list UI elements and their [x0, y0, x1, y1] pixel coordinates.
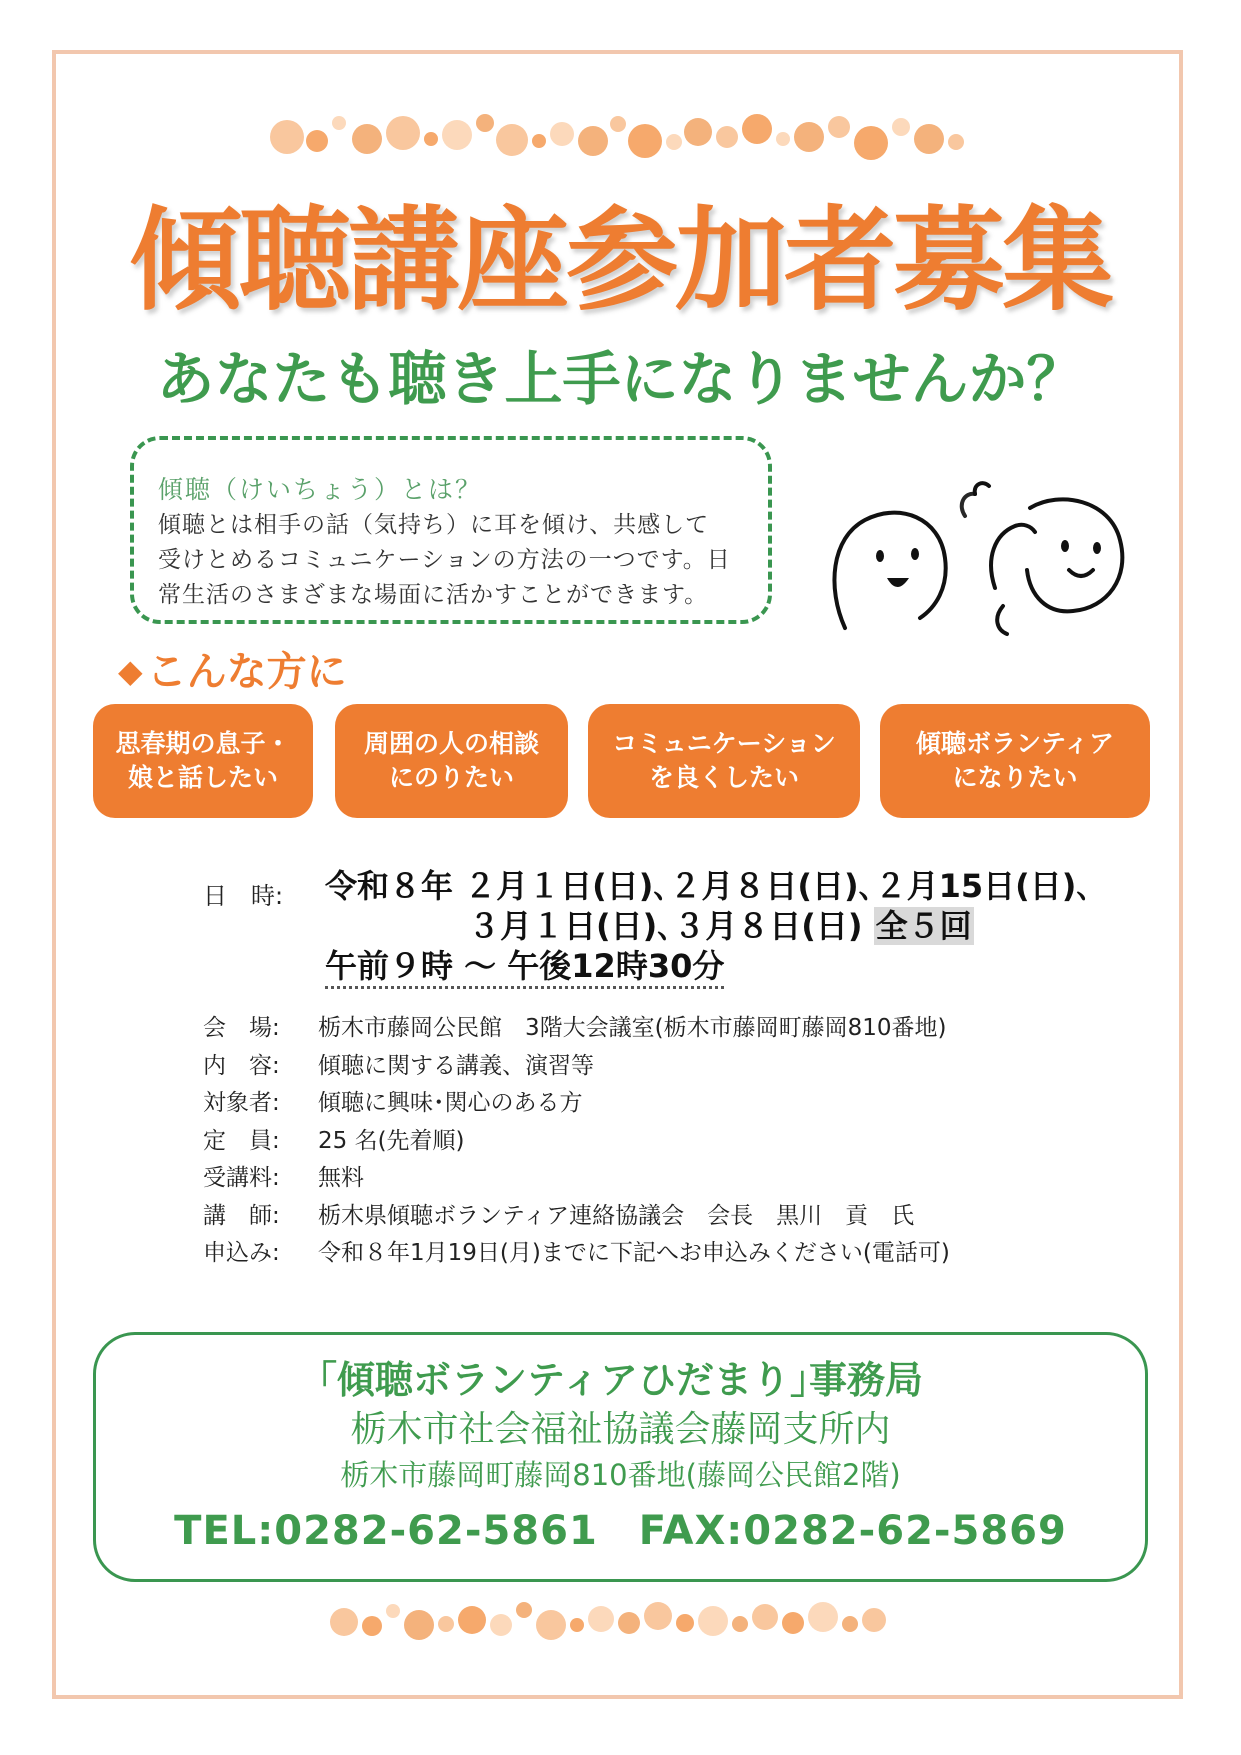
detail-label: 内 容:: [203, 1053, 280, 1079]
decorative-dot: [828, 116, 850, 138]
decorative-dot: [536, 1610, 566, 1640]
decorative-dot: [550, 122, 574, 146]
intro-line: 常生活のさまざまな場面に活かすことができます。: [158, 582, 709, 608]
decorative-dot: [666, 134, 682, 150]
detail-label: 定 員:: [203, 1128, 280, 1154]
detail-value: 傾聴に興味･関心のある方: [318, 1090, 583, 1116]
decorative-dot: [808, 1602, 838, 1632]
decorative-dot: [570, 1618, 584, 1632]
detail-label: 申込み:: [203, 1240, 280, 1266]
decorative-dot: [862, 1608, 886, 1632]
target-item-consultation: 周囲の人の相談 にのりたい: [335, 704, 568, 818]
decorative-dot: [332, 116, 346, 130]
decorative-dot: [424, 132, 438, 146]
session-count-badge: 全５回: [875, 907, 972, 945]
decorative-dot: [458, 1606, 486, 1634]
decorative-dots-bottom: [330, 1600, 890, 1646]
decorative-dot: [362, 1616, 382, 1636]
decorative-dot: [610, 116, 626, 132]
schedule-time: 午前９時 ～ 午後12時30分: [325, 946, 724, 989]
decorative-dot: [306, 130, 328, 152]
intro-line: 受けとめるコミュニケーションの方法の一つです。日: [158, 547, 731, 573]
schedule-label: 日 時:: [203, 882, 284, 910]
decorative-dot: [588, 1606, 614, 1632]
target-item-volunteer: 傾聴ボランティア になりたい: [880, 704, 1150, 818]
decorative-dot: [352, 124, 382, 154]
contact-phone-fax: TEL:0282-62-5861 FAX:0282-62-5869: [174, 1508, 1067, 1554]
target-item-parent-teen: 思春期の息子・ 娘と話したい: [93, 704, 313, 818]
intro-body: [158, 508, 758, 613]
decorative-dot: [644, 1602, 672, 1630]
decorative-dot: [618, 1612, 640, 1634]
decorative-dot: [716, 126, 738, 148]
decorative-dot: [386, 116, 420, 150]
decorative-dot: [628, 124, 662, 158]
decorative-dot: [892, 118, 910, 136]
decorative-dot: [676, 1614, 694, 1632]
two-smiling-characters-illustration: [825, 478, 1135, 638]
detail-label: 講 師:: [203, 1203, 280, 1229]
decorative-dot: [732, 1616, 748, 1632]
decorative-dot: [782, 1612, 804, 1634]
decorative-dot: [330, 1608, 358, 1636]
decorative-dot: [752, 1604, 778, 1630]
page-title: 傾聴講座参加者募集: [130, 196, 1111, 326]
contact-organization: ｢傾聴ボランティアひだまり｣事務局: [318, 1358, 923, 1402]
detail-value: 25 名(先着順): [318, 1128, 465, 1154]
intro-heading: 傾聴（けいちょう）とは？: [158, 475, 483, 504]
contact-office: 栃木市社会福祉協議会藤岡支所内: [350, 1409, 891, 1450]
detail-value: 栃木市藤岡公民館 3階大会議室(栃木市藤岡町藤岡810番地): [318, 1015, 947, 1041]
decorative-dot: [496, 124, 528, 156]
detail-value: 栃木県傾聴ボランティア連絡協議会 会長 黒川 貢 氏: [318, 1203, 915, 1229]
detail-value: 傾聴に関する講義、演習等: [318, 1053, 594, 1079]
decorative-dot: [948, 134, 964, 150]
decorative-dot: [684, 118, 712, 146]
decorative-dot: [386, 1604, 400, 1618]
schedule-dates-line1: 令和８年 ２月１日(日)､２月８日(日)､２月15日(日)､: [325, 867, 1093, 905]
target-item-communication: コミュニケーション を良くしたい: [588, 704, 860, 818]
decorative-dot: [698, 1606, 728, 1636]
detail-value: 令和８年1月19日(月)までに下記へお申込みください(電話可): [318, 1240, 950, 1266]
diamond-marker-icon: ◆: [118, 652, 143, 690]
detail-value: 無料: [318, 1165, 364, 1191]
page-subtitle: あなたも聴き上手になりませんか？: [156, 345, 1085, 413]
schedule-dates-march: ３月１日(日)､３月８日(日): [468, 907, 863, 945]
decorative-dots-top: [270, 112, 970, 164]
decorative-dot: [794, 122, 824, 152]
decorative-dot: [854, 126, 888, 160]
decorative-dot: [578, 126, 608, 156]
decorative-dot: [532, 134, 546, 148]
decorative-dot: [476, 114, 494, 132]
decorative-dot: [842, 1616, 858, 1632]
decorative-dot: [516, 1602, 532, 1618]
decorative-dot: [442, 120, 472, 150]
decorative-dot: [270, 120, 304, 154]
decorative-dot: [404, 1610, 434, 1640]
schedule-dates-line2: [468, 906, 974, 946]
intro-line: 傾聴とは相手の話（気持ち）に耳を傾け、共感して: [158, 512, 710, 538]
detail-label: 会 場:: [203, 1015, 280, 1041]
detail-label: 対象者:: [203, 1090, 280, 1116]
contact-address: 栃木市藤岡町藤岡810番地(藤岡公民館2階): [340, 1458, 901, 1492]
decorative-dot: [438, 1616, 454, 1632]
target-heading-text: こんな方に: [146, 649, 347, 695]
decorative-dot: [742, 114, 772, 144]
decorative-dot: [914, 124, 944, 154]
target-heading: [118, 648, 347, 695]
detail-label: 受講料:: [203, 1165, 280, 1191]
decorative-dot: [776, 132, 790, 146]
decorative-dot: [490, 1614, 512, 1636]
